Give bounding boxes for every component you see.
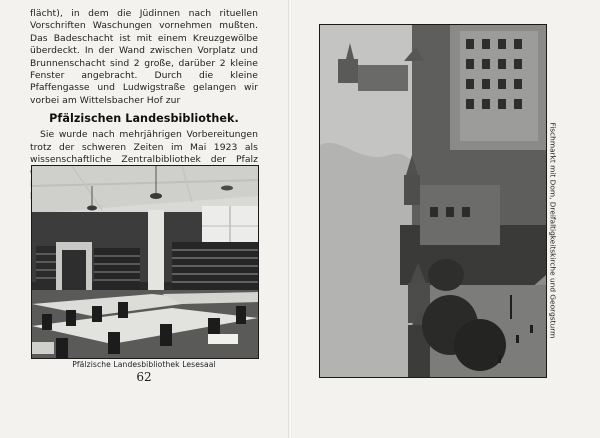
paragraph-2: Sie wurde nach mehrjährigen Vorbereitungen trotz der schweren Zeiten im Mai 1923 als wissenschaftliche Zentralbibliothek der Pfalz xyxy=(30,129,258,166)
left-page xyxy=(0,0,288,438)
figure-caption-right: Fischmarkt mit Dom, Dreifaltigkeitskirche und Georgsturm xyxy=(548,122,558,339)
fischmarkt-illustration xyxy=(320,25,546,377)
fischmarkt-photo xyxy=(319,24,547,378)
reading-room-illustration xyxy=(32,166,258,358)
page-number: 62 xyxy=(136,370,152,384)
section-heading: Pfälzischen Landesbibliothek. xyxy=(49,112,239,126)
reading-room-photo xyxy=(31,165,259,359)
figure-caption-left: Pfälzische Landesbibliothek Lesesaal xyxy=(72,360,216,369)
paragraph-1: flächt), in dem die Jüdinnen nach rituellen Vorschriften Waschungen vornehmen mußten. Das Badeschacht ist mit einem Kreuzgewölbe überdeckt. In der Wand zwischen Vorplatz und Brunnenschacht sind 2 große, darüber 2 kleine Fenster angebracht. Durch die kleine Pfaffengasse und Ludwigstraße gelangen wir vorbei am Wittelsbacher Hof zur xyxy=(30,8,258,106)
